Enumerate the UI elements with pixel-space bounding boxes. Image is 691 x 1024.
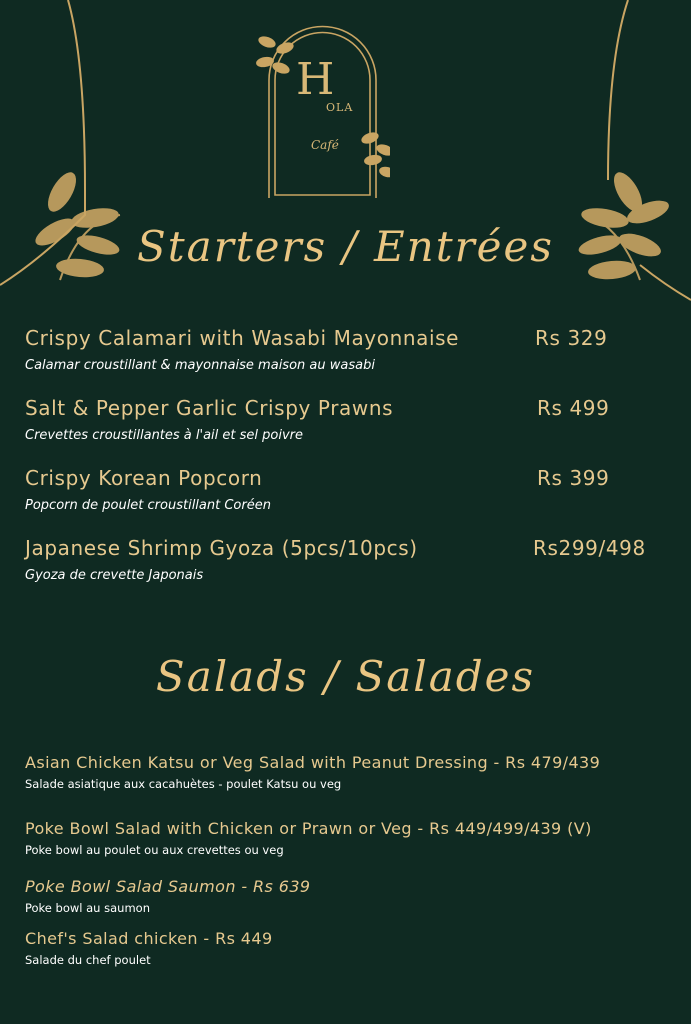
item-name: Crispy Korean Popcorn	[25, 466, 263, 490]
item-description: Gyoza de crevette Japonais	[25, 568, 204, 583]
item-price: Rs 399	[537, 466, 610, 490]
item-description: Calamar croustillant & mayonnaise maison au wasabi	[25, 358, 375, 373]
item-description: Poke bowl au poulet ou aux crevettes ou veg	[25, 843, 284, 857]
item-name: Japanese Shrimp Gyoza (5pcs/10pcs)	[25, 536, 418, 560]
cafe-logo-frame	[255, 20, 390, 200]
item-name: Poke Bowl Salad with Chicken or Prawn or Veg - Rs 449/499/439 (V)	[25, 819, 592, 838]
menu-item	[25, 877, 311, 915]
menu-item	[25, 819, 592, 857]
menu-item	[25, 396, 393, 443]
menu-item	[25, 326, 459, 373]
menu-item	[25, 536, 418, 583]
logo-initial: H	[296, 54, 335, 105]
salads-title: Salads / Salades	[155, 652, 536, 701]
item-description: Popcorn de poulet croustillant Coréen	[25, 498, 271, 513]
right-arch-line	[608, 0, 628, 180]
item-price: Rs 329	[535, 326, 608, 350]
item-description: Salade du chef poulet	[25, 953, 151, 967]
item-price: Rs 499	[537, 396, 610, 420]
menu-item	[25, 466, 271, 513]
logo-name: OLA	[326, 101, 354, 114]
item-name: Asian Chicken Katsu or Veg Salad with Peanut Dressing - Rs 479/439	[25, 753, 601, 772]
menu-item	[25, 753, 600, 791]
logo-cafe: Café	[311, 138, 339, 152]
item-description: Salade asiatique aux cacahuètes - poulet Katsu ou veg	[25, 777, 342, 791]
item-description: Crevettes croustillantes à l'ail et sel poivre	[25, 428, 304, 443]
item-description: Poke bowl au saumon	[25, 901, 150, 915]
starters-title: Starters / Entrées	[137, 222, 554, 271]
item-name: Salt & Pepper Garlic Crispy Prawns	[25, 396, 394, 420]
item-name: Chef's Salad chicken - Rs 449	[25, 929, 273, 948]
menu-item	[25, 929, 273, 967]
item-name: Crispy Calamari with Wasabi Mayonnaise	[25, 326, 460, 350]
item-price: Rs299/498	[533, 536, 646, 560]
item-name: Poke Bowl Salad Saumon - Rs 639	[25, 877, 311, 896]
